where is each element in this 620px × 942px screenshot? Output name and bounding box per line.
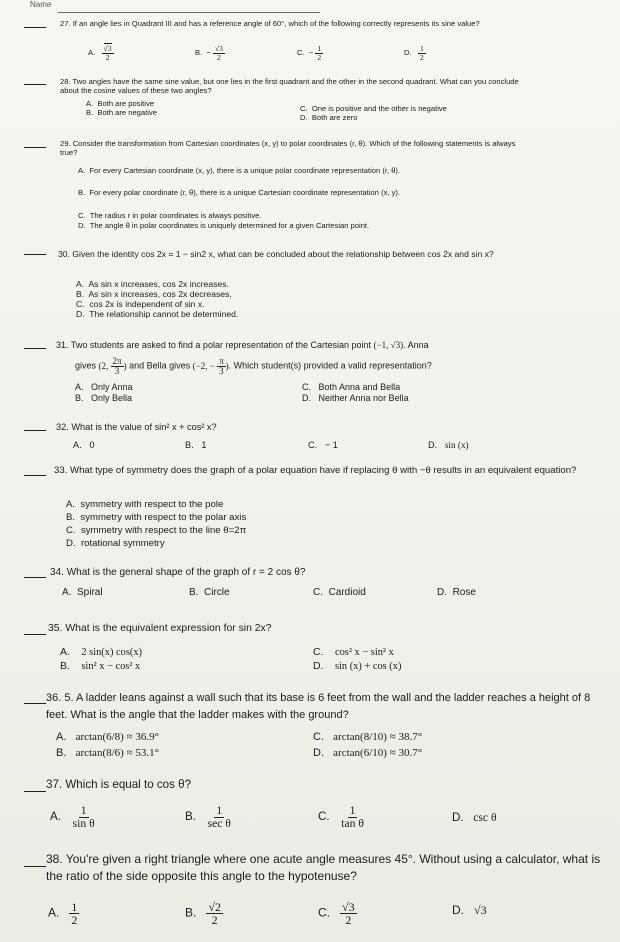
answer-blank[interactable] — [24, 27, 46, 28]
option-a: A. arctan(6/8) ≈ 36.9° — [56, 731, 160, 743]
option-c: C. The radius r in polar coordinates is always positive. — [78, 211, 262, 220]
answer-blank[interactable] — [24, 147, 46, 148]
option-b: B. 1 — [185, 440, 207, 450]
question-stem: 28. Two angles have the same sine value, but one lies in the first quadrant and the other in the second quadrant. What can you conclude about the cosine values of these two angles? — [60, 77, 519, 95]
option-d: D. The relationship cannot be determined. — [76, 309, 239, 319]
option-d: D. arctan(6/10) ≈ 30.7° — [313, 747, 423, 759]
question-stem: 38. You're given a right triangle where one acute angle measures 45°. Without using a calculator, what is the ratio of the side opposite this angle to the hypotenuse? — [46, 852, 601, 884]
option-b: B. arctan(8/6) ≈ 53.1° — [56, 747, 160, 759]
option-d: D. Neither Anna nor Bella — [302, 393, 409, 403]
answer-blank[interactable] — [24, 634, 46, 635]
option-d: D. $\frac{1}{2}$ — [404, 44, 424, 62]
question-stem: 33. What type of symmetry does the graph of a polar equation have if replacing θ with −θ results in an equivalent equation? — [54, 465, 577, 476]
question-stem: 36. 5. A ladder leans against a wall such that its base is 6 feet from the wall and the ladder reaches a height of 8 feet. What is the angle that the ladder makes with the ground? — [46, 692, 591, 721]
name-line — [58, 12, 320, 13]
answer-blank[interactable] — [24, 475, 46, 476]
option-a: A. 2 sin(x) cos(x) — [60, 647, 142, 658]
option-c: C. Cardioid — [313, 587, 366, 598]
option-d: D. sin (x) + cos (x) — [313, 661, 402, 672]
option-c: C. cos² x − sin² x — [313, 647, 394, 658]
option-d: D. Rose — [437, 587, 476, 598]
option-c: C. − $\frac{1}{2}$ — [297, 44, 322, 62]
option-d: D. csc θ — [452, 811, 497, 824]
answer-blank[interactable] — [24, 348, 46, 349]
option-d: D. √3 — [452, 903, 487, 917]
question-stem: 35. What is the equivalent expression for sin 2x? — [48, 623, 272, 634]
option-b: B. − $\frac{√3}{2}$ — [195, 44, 223, 62]
option-c: C. Both Anna and Bella — [302, 382, 401, 392]
answer-blank[interactable] — [24, 577, 46, 578]
answer-blank[interactable] — [24, 254, 46, 255]
option-a: A. 0 — [73, 440, 95, 450]
option-a: A. $\frac{1}{2}$ — [48, 900, 78, 927]
option-a: A. $\frac{1}{\text{sin θ}}$ — [50, 804, 95, 830]
answer-blank[interactable] — [24, 430, 46, 431]
question-stem: 32. What is the value of sin² x + cos² x? — [56, 422, 217, 432]
option-b: B. As sin x increases, cos 2x decreases. — [76, 289, 232, 299]
option-b: B. Only Bella — [75, 393, 133, 403]
option-d: D. rotational symmetry — [66, 538, 165, 549]
question-stem: 37. Which is equal to cos θ? — [46, 778, 192, 791]
option-b: B. sin² x − cos² x — [60, 661, 141, 672]
option-b: B. For every polar coordinate (r, θ), there is a unique Cartesian coordinate representation (x, y). — [78, 188, 401, 197]
option-c: C. symmetry with respect to the line θ=2π — [66, 525, 247, 536]
name-label: Name — [30, 0, 52, 9]
question-stem: 29. Consider the transformation from Cartesian coordinates (x, y) to polar coordinates (r, θ). Which of the following statements is always true? — [60, 139, 516, 157]
option-c: C. $\frac{√3}{2}$ — [318, 900, 355, 927]
option-d: D. Both are zero — [300, 113, 358, 122]
question-stem: 27. If an angle lies in Quadrant III and has a reference angle of 60°, which of the following correctly represents its sine value? — [60, 19, 480, 28]
option-b: B. Both are negative — [86, 108, 157, 117]
answer-blank[interactable] — [24, 703, 46, 704]
option-a: A. $\frac{√3}{2}$ — [88, 44, 112, 62]
option-a: A. Spiral — [62, 587, 103, 598]
option-a: A. symmetry with respect to the pole — [66, 499, 224, 510]
option-c: C. cos 2x is independent of sin x. — [76, 299, 205, 309]
option-c: C. − 1 — [308, 440, 338, 450]
question-stem: 30. Given the identity cos 2x = 1 − sin2 x, what can be concluded about the relationship between cos 2x and sin x? — [58, 249, 494, 259]
option-c: C. One is positive and the other is negative — [300, 104, 447, 113]
option-b: B. symmetry with respect to the polar axis — [66, 512, 247, 523]
answer-blank[interactable] — [24, 84, 46, 85]
question-stem-line2: gives (2, $\frac{2\pi}{3}$ ) and Bella gives (−2, − $\frac{\pi}{3}$ ). Which student(s) provided a valid representation? — [75, 356, 432, 376]
option-b: B. $\frac{√2}{2}$ — [185, 900, 221, 927]
option-c: C. arctan(8/10) ≈ 38.7° — [313, 731, 423, 743]
answer-blank[interactable] — [24, 866, 46, 867]
option-b: B. Circle — [189, 587, 230, 598]
option-a: A. Only Anna — [75, 382, 133, 392]
option-a: A. Both are positive — [86, 99, 154, 108]
option-a: A. For every Cartesian coordinate (x, y), there is a unique polar coordinate representation (r, θ). — [78, 166, 401, 175]
option-d: D. The angle θ in polar coordinates is uniquely determined for a given Cartesian point. — [78, 221, 370, 230]
option-d: D. sin (x) — [428, 440, 469, 450]
anna-point: (2, $\frac{2\pi}{3}$ ) — [98, 356, 127, 376]
bella-point: (−2, − $\frac{\pi}{3}$ ) — [192, 356, 229, 376]
option-c: C. $\frac{1}{\text{tan θ}}$ — [318, 804, 364, 830]
question-stem-line1: 31. Two students are asked to find a polar representation of the Cartesian point (−1, √3). Anna — [56, 340, 429, 350]
option-b: B. $\frac{1}{\text{sec θ}}$ — [185, 804, 231, 830]
option-a: A. As sin x increases, cos 2x increases. — [76, 279, 229, 289]
answer-blank[interactable] — [24, 791, 46, 792]
question-stem: 34. What is the general shape of the graph of r = 2 cos θ? — [50, 567, 306, 578]
